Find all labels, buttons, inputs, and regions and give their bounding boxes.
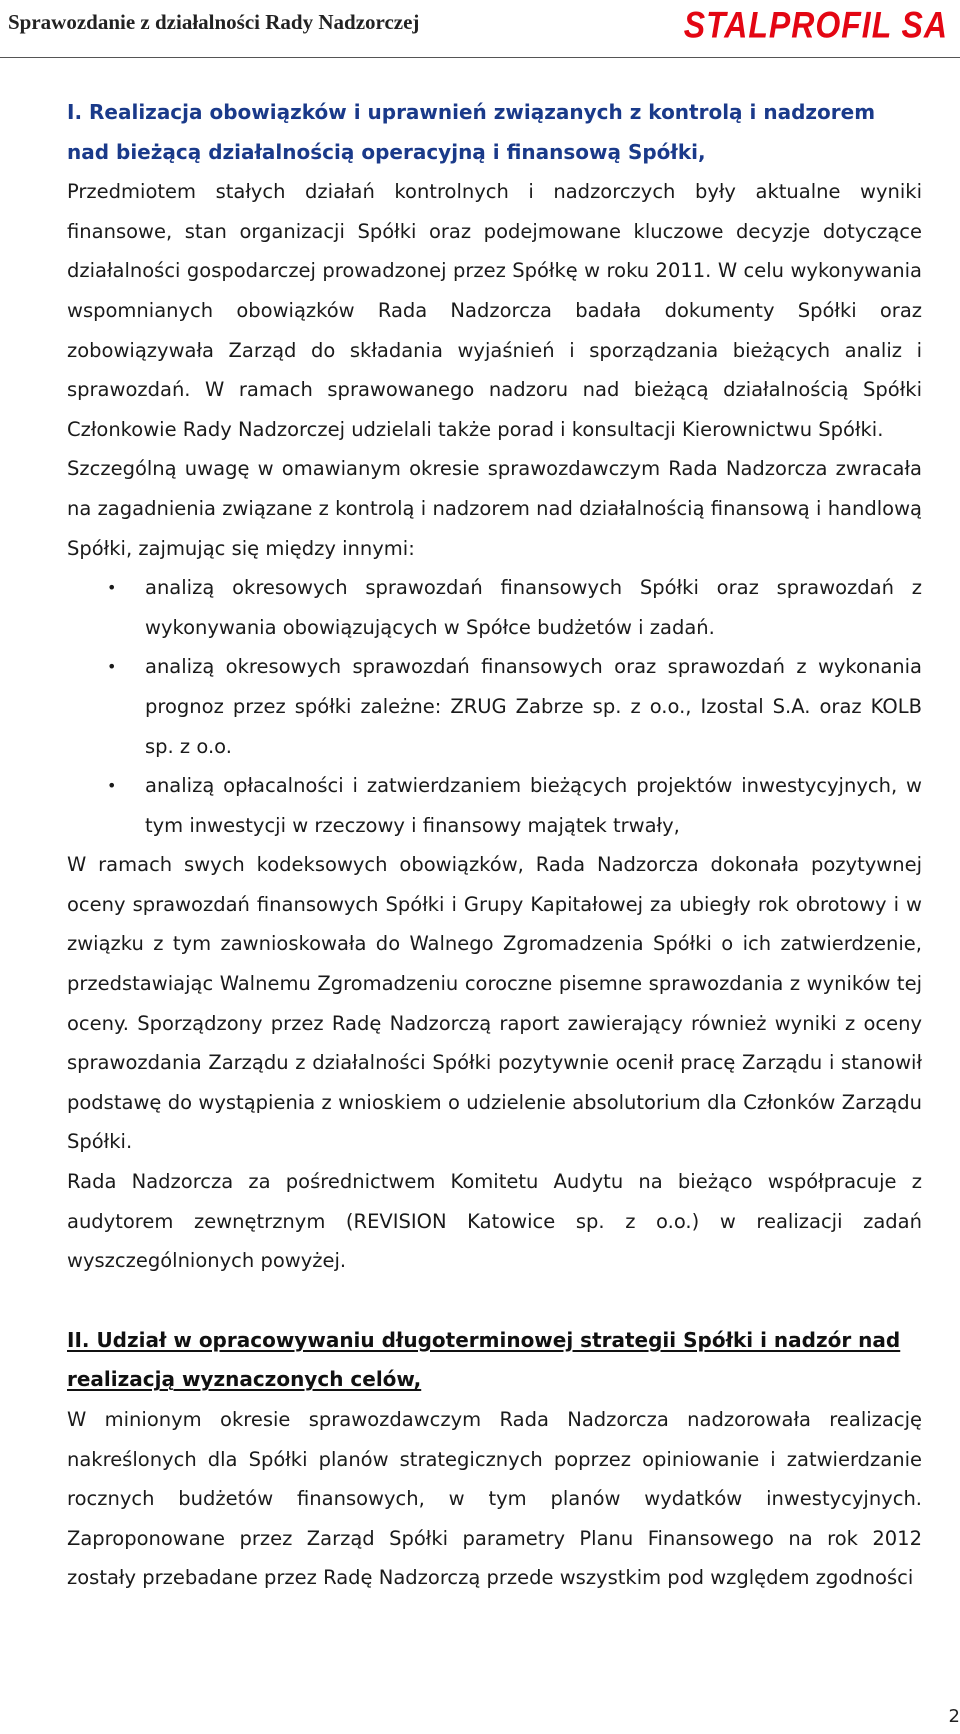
list-item [67, 568, 922, 647]
page-header [0, 0, 960, 58]
stalprofil-logo: STALPROFIL SA [683, 4, 948, 46]
bullet-list [67, 568, 922, 845]
list-item-text: analizą okresowych sprawozdań finansowych Spółki oraz sprawozdań z wykonywania obowiązujących w Spółce budżetów i zadań. [145, 576, 922, 639]
bullet-icon: • [107, 578, 117, 598]
header-title: Sprawozdanie z działalności Rady Nadzorczej [8, 10, 420, 34]
list-item-text: analizą opłacalności i zatwierdzaniem bieżących projektów inwestycyjnych, w tym inwestycji w rzeczowy i finansowy majątek trwały, [145, 774, 922, 837]
section-2-heading: II. Udział w opracowywaniu długoterminowej strategii Spółki i nadzór nad realizacją wyznaczonych celów, [67, 1327, 901, 1392]
page-number: 2 [948, 1706, 960, 1727]
section-1-heading: I. Realizacja obowiązków i uprawnień związanych z kontrolą i nadzorem nad bieżącą działalnością operacyjną i finansową Spółki, [67, 100, 876, 164]
section-1-paragraph-2: Szczególną uwagę w omawianym okresie sprawozdawczym Rada Nadzorcza zwracała na zagadnienia związane z kontrolą i nadzorem nad działalnością finansową i handlową Spółki, zajmując się między innymi: [67, 457, 922, 560]
header-divider [0, 57, 960, 58]
section-1-paragraph-3: W ramach swych kodeksowych obowiązków, Rada Nadzorcza dokonała pozytywnej oceny sprawozdań finansowych Spółki i Grupy Kapitałowej za ubiegły rok obrotowy i w związku z tym zawnioskowała do Walnego Zgromadzenia Spółki o ich zatwierdzenie, przedstawiając Walnemu Zgromadzeniu coroczne pisemne sprawozdania z wyników tej oceny. Sporządzony przez Radę Nadzorczą raport zawierający również wyniki z oceny sprawozdania Zarządu z działalności Spółki pozytywnie ocenił pracę Zarządu i stanowił podstawę do wystąpienia z wnioskiem o udzielenie absolutorium dla Członków Zarządu Spółki. [67, 853, 922, 1154]
bullet-icon: • [107, 776, 117, 796]
list-item [67, 647, 922, 766]
bullet-icon: • [107, 657, 117, 677]
list-item-text: analizą okresowych sprawozdań finansowych oraz sprawozdań z wykonania prognoz przez spółki zależne: ZRUG Zabrze sp. z o.o., Izostal S.A. oraz KOLB sp. z o.o. [145, 655, 922, 758]
document-body [67, 93, 922, 1598]
section-spacer [67, 1281, 922, 1321]
section-2-paragraph-1: W minionym okresie sprawozdawczym Rada Nadzorcza nadzorowała realizację nakreślonych dla Spółki planów strategicznych poprzez opiniowanie i zatwierdzanie rocznych budżetów finansowych, w tym planów wydatków inwestycyjnych. Zaproponowane przez Zarząd Spółki parametry Planu Finansowego na rok 2012 zostały przebadane przez Radę Nadzorczą przede wszystkim pod względem zgodności [67, 1408, 922, 1590]
section-1-paragraph-1: Przedmiotem stałych działań kontrolnych i nadzorczych były aktualne wyniki finansowe, stan organizacji Spółki oraz podejmowane kluczowe decyzje dotyczące działalności gospodarczej prowadzonej przez Spółkę w roku 2011. W celu wykonywania wspomnianych obowiązków Rada Nadzorcza badała dokumenty Spółki oraz zobowiązywała Zarząd do składania wyjaśnień i sporządzania bieżących analiz i sprawozdań. W ramach sprawowanego nadzoru nad bieżącą działalnością Spółki Członkowie Rady Nadzorczej udzielali także porad i konsultacji Kierownictwu Spółki. [67, 180, 922, 441]
list-item [67, 766, 922, 845]
section-1-paragraph-4: Rada Nadzorcza za pośrednictwem Komitetu Audytu na bieżąco współpracuje z audytorem zewnętrznym (REVISION Katowice sp. z o.o.) w realizacji zadań wyszczególnionych powyżej. [67, 1170, 922, 1273]
